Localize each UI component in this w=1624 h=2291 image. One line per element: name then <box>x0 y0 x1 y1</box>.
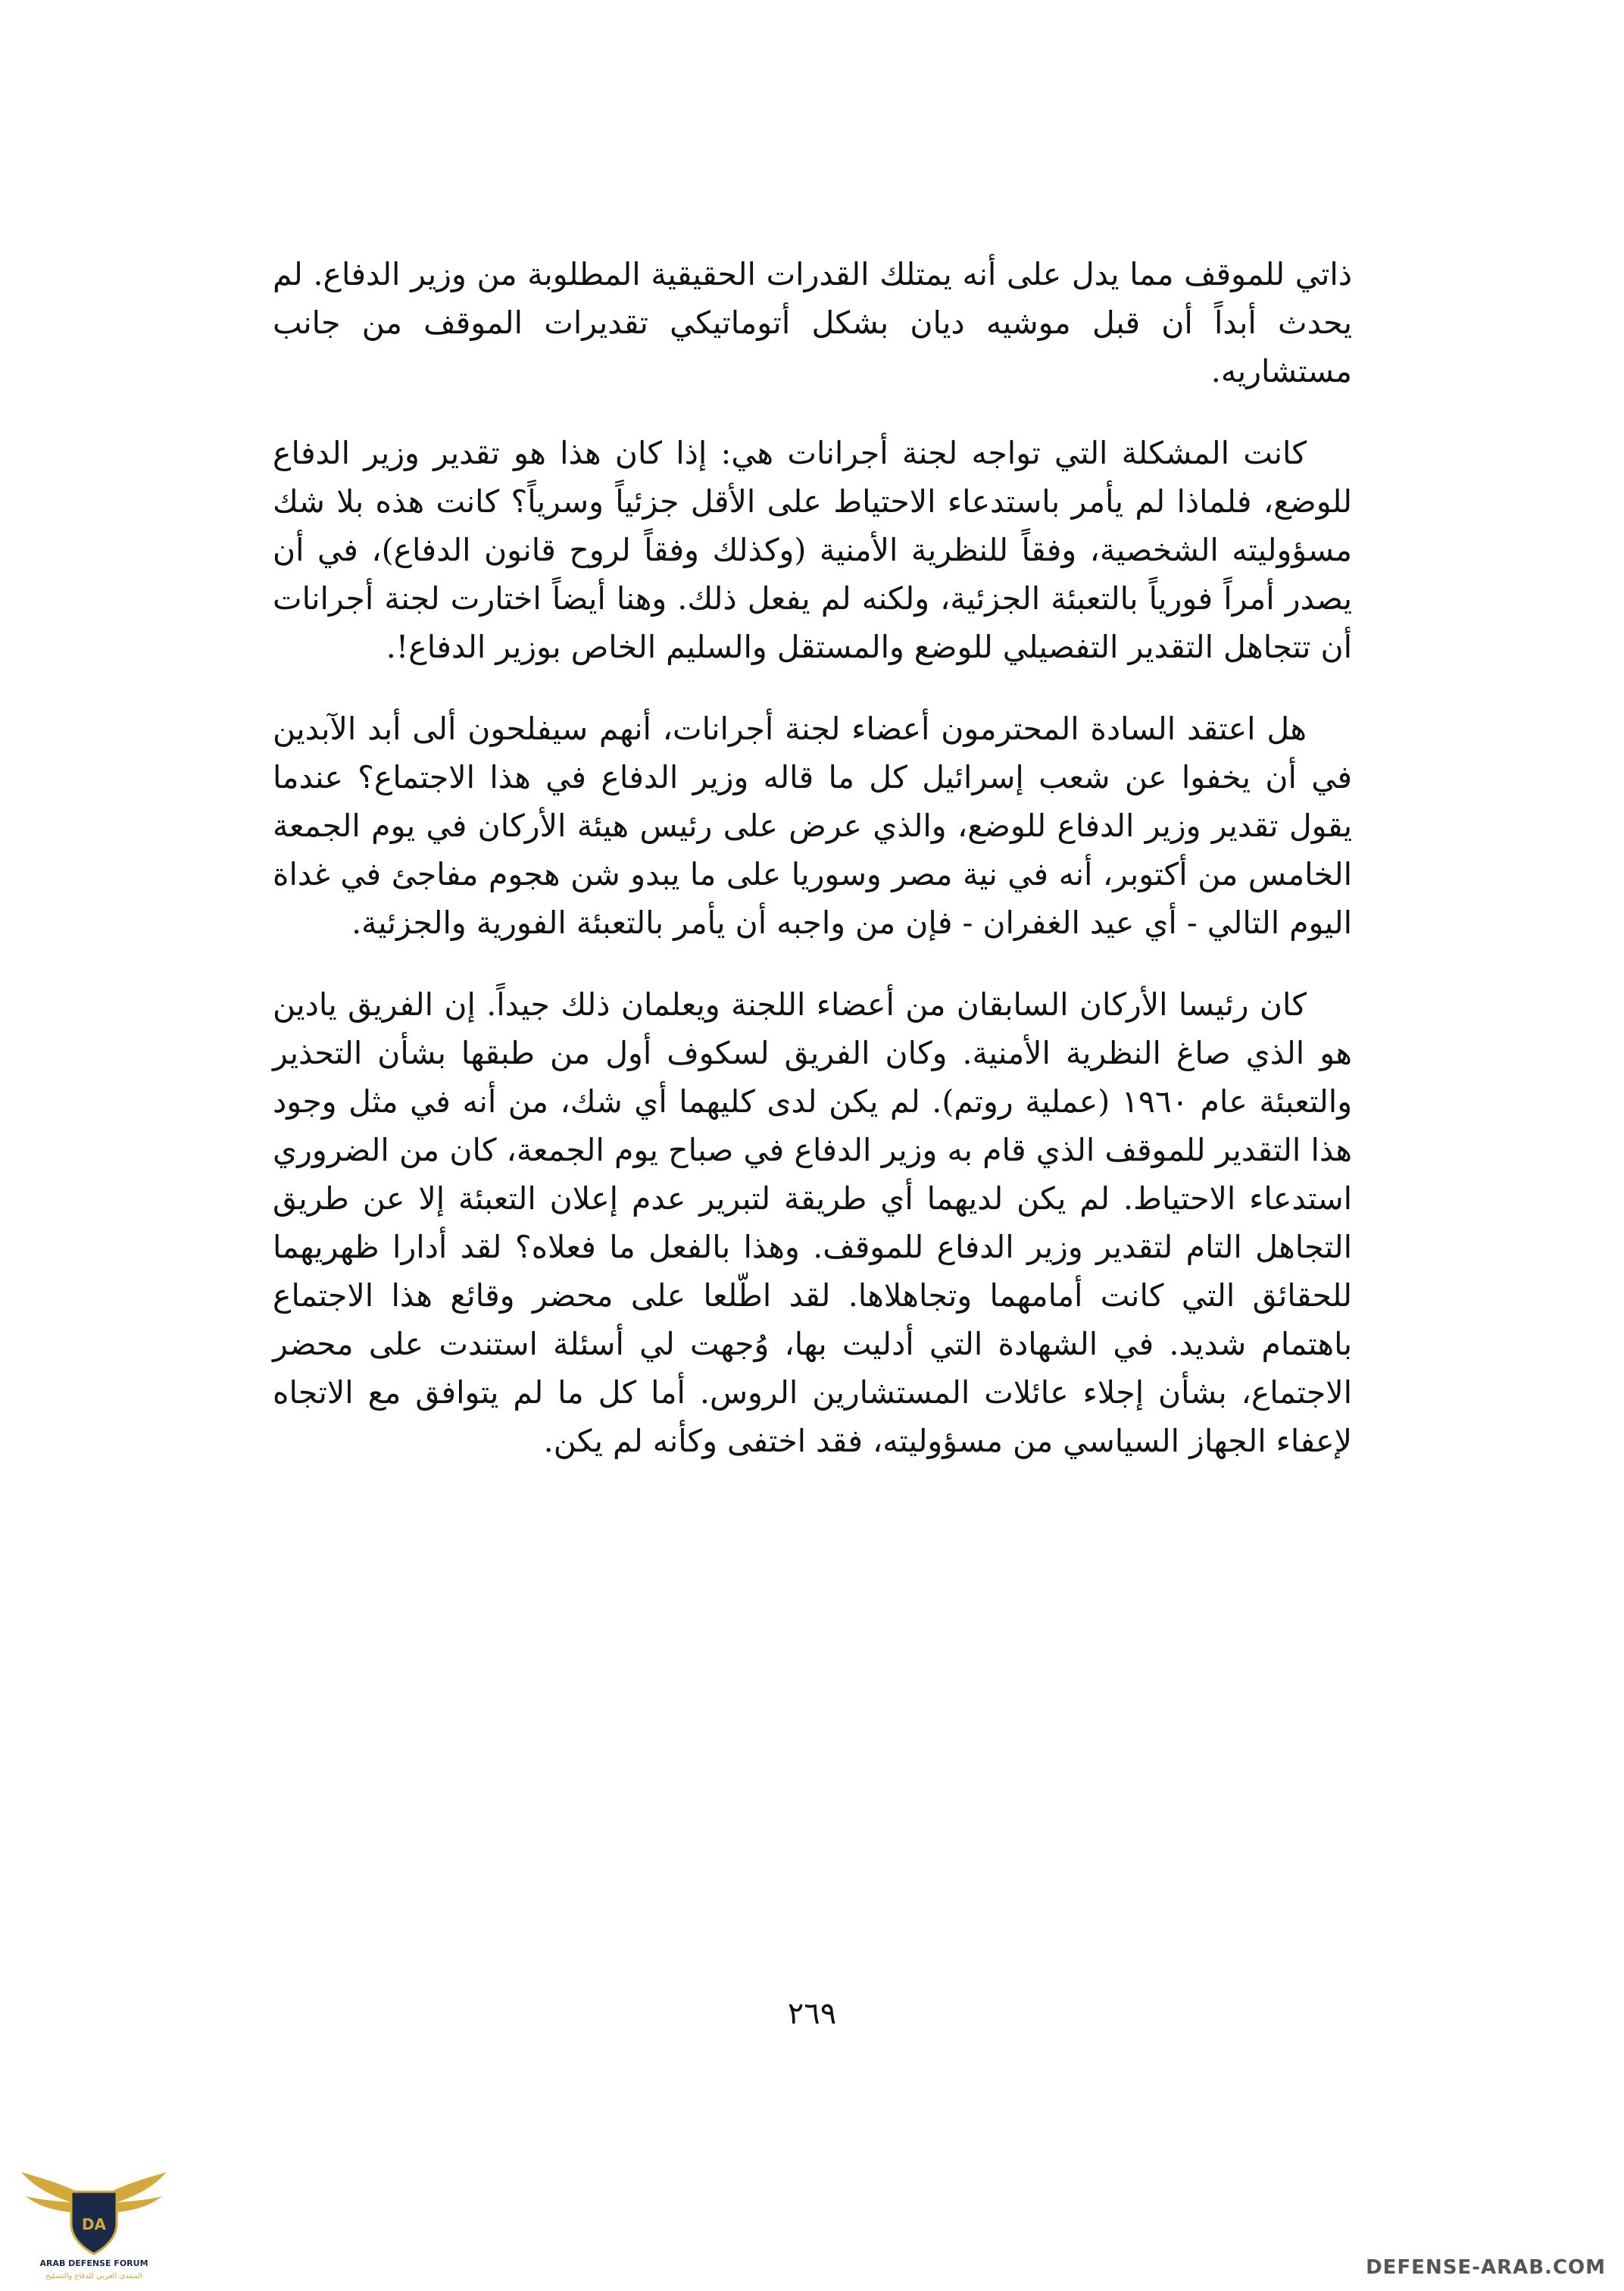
body-text <box>273 250 1352 1499</box>
paragraph-2: كانت المشكلة التي تواجه لجنة أجرانات هي: إذا كان هذا هو تقدير وزير الدفاع للوضع، فلماذا لم يأمر باستدعاء الاحتياط على الأقل جزئياً وسرياً؟ كانت هذه بلا شك مسؤوليته الشخصية، وفقاً للنظرية الأمنية (وكذلك وفقاً لروح قانون الدفاع)، في أن يصدر أمراً فورياً بالتعبئة الجزئية، ولكنه لم يفعل ذلك. وهنا أيضاً اختارت لجنة أجرانات أن تتجاهل التقدير التفصيلي للوضع والمستقل والسليم الخاص بوزير الدفاع!. <box>273 435 1352 665</box>
logo-initials: DA <box>81 2215 107 2233</box>
logo-text: ARAB DEFENSE FORUM <box>39 2258 148 2268</box>
forum-logo <box>18 2155 170 2284</box>
paragraph-4: كان رئيسا الأركان السابقان من أعضاء اللجنة ويعلمان ذلك جيداً. إن الفريق يادين هو الذي صاغ النظرية الأمنية. وكان الفريق لسكوف أول من طبقها بشأن التحذير والتعبئة عام ١٩٦٠ (عملية روتم). لم يكن لدى كليهما أي شك، من أنه في مثل وجود هذا التقدير للموقف الذي قام به وزير الدفاع في صباح يوم الجمعة، كان من الضروري استدعاء الاحتياط. لم يكن لديهما أي طريقة لتبرير عدم إعلان التعبئة إلا عن طريق التجاهل التام لتقدير وزير الدفاع للموقف. وهذا بالفعل ما فعلاه؟ لقد أدارا ظهريهما للحقائق التي كانت أمامهما وتجاهلاها. لقد اطّلعا على محضر وقائع هذا الاجتماع باهتمام شديد. في الشهادة التي أدليت بها، وُجهت لي أسئلة استندت على محضر الاجتماع، بشأن إجلاء عائلات المستشارين الروس. أما كل ما لم يتوافق مع الاتجاه لإعفاء الجهاز السياسي من مسؤوليته، فقد اختفى وكأنه لم يكن. <box>273 986 1352 1459</box>
paragraph-1: ذاتي للموقف مما يدل على أنه يمتلك القدرات الحقيقية المطلوبة من وزير الدفاع. لم يحدث أبداً أن قبل موشيه ديان بشكل أتوماتيكي تقديرات الموقف من جانب مستشاريه. <box>273 256 1352 389</box>
paragraph-3: هل اعتقد السادة المحترمون أعضاء لجنة أجرانات، أنهم سيفلحون ألى أبد الآبدين في أن يخفوا عن شعب إسرائيل كل ما قاله وزير الدفاع في هذا الاجتماع؟ عندما يقول تقدير وزير الدفاع للوضع، والذي عرض على رئيس هيئة الأركان في يوم الجمعة الخامس من أكتوبر، أنه في نية مصر وسوريا على ما يبدو شن هجوم مفاجئ في غداة اليوم التالي - أي عيد الغفران - فإن من واجبه أن يأمر بالتعبئة الفورية والجزئية. <box>273 711 1352 941</box>
site-watermark: DEFENSE-ARAB.COM <box>1366 2256 1606 2279</box>
page-number: ٢٦٩ <box>787 1996 837 2031</box>
winged-shield-icon <box>18 2155 170 2284</box>
logo-subtitle: المنتدى العربي للدفاع والتسليح <box>45 2272 143 2280</box>
